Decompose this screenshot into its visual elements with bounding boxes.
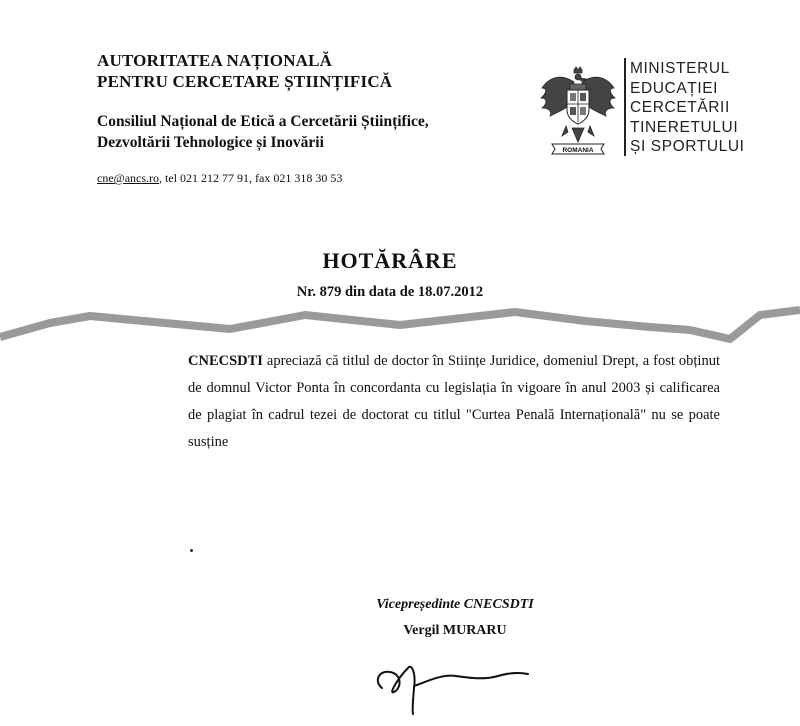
handwritten-signature	[372, 648, 532, 718]
contact-phone-fax: , tel 021 212 77 91, fax 021 318 30 53	[159, 171, 343, 185]
ministry-line-4: TINERETULUI	[630, 118, 739, 136]
ministry-line-5: ȘI SPORTULUI	[630, 138, 745, 155]
org-name-line-1: AUTORITATEA NAȚIONALĂ	[97, 51, 333, 70]
crest-banner-text: ROMANIA	[562, 147, 594, 154]
decision-body-lead: CNECSDTI	[188, 353, 263, 369]
stray-mark	[190, 549, 193, 552]
ministry-line-1: MINISTERUL	[630, 60, 730, 77]
signatory-role: Vicepreședinte CNECSDTI	[376, 597, 534, 612]
document-title: HOTĂRÂRE	[322, 248, 458, 273]
romania-coat-of-arms-icon	[538, 66, 618, 160]
council-name	[97, 111, 537, 153]
ministry-line-3: CERCETĂRII	[630, 99, 730, 116]
torn-edge-divider	[0, 290, 800, 350]
contact-email: cne@ancs.ro	[97, 171, 160, 185]
signatory-name: Vergil MURARU	[403, 623, 507, 638]
contact-info	[97, 170, 342, 186]
decision-body-text: apreciază că titlul de doctor în Stiințe Juridice, domeniul Drept, a fost obținut de domnul Victor Ponta în concordanta cu legislația în vigoare în anul 2003 și calificarea de plagiat în cadrul tezei de doctorat cu titlul "Curtea Penală Internațională" nu se poate susține	[188, 353, 720, 450]
organization-name	[97, 50, 457, 92]
council-line-2: Dezvoltării Tehnologice și Inovării	[97, 134, 324, 151]
document-number: Nr. 879 din data de 18.07.2012	[296, 284, 484, 300]
ministry-name	[630, 59, 790, 157]
ministry-line-2: EDUCAȚIEI	[630, 79, 719, 97]
org-name-line-2: PENTRU CERCETARE ȘTIINȚIFICĂ	[97, 72, 393, 91]
ministry-divider	[624, 58, 626, 156]
decision-body	[188, 348, 720, 456]
council-line-1: Consiliul Național de Etică a Cercetării Științifice,	[97, 113, 429, 130]
